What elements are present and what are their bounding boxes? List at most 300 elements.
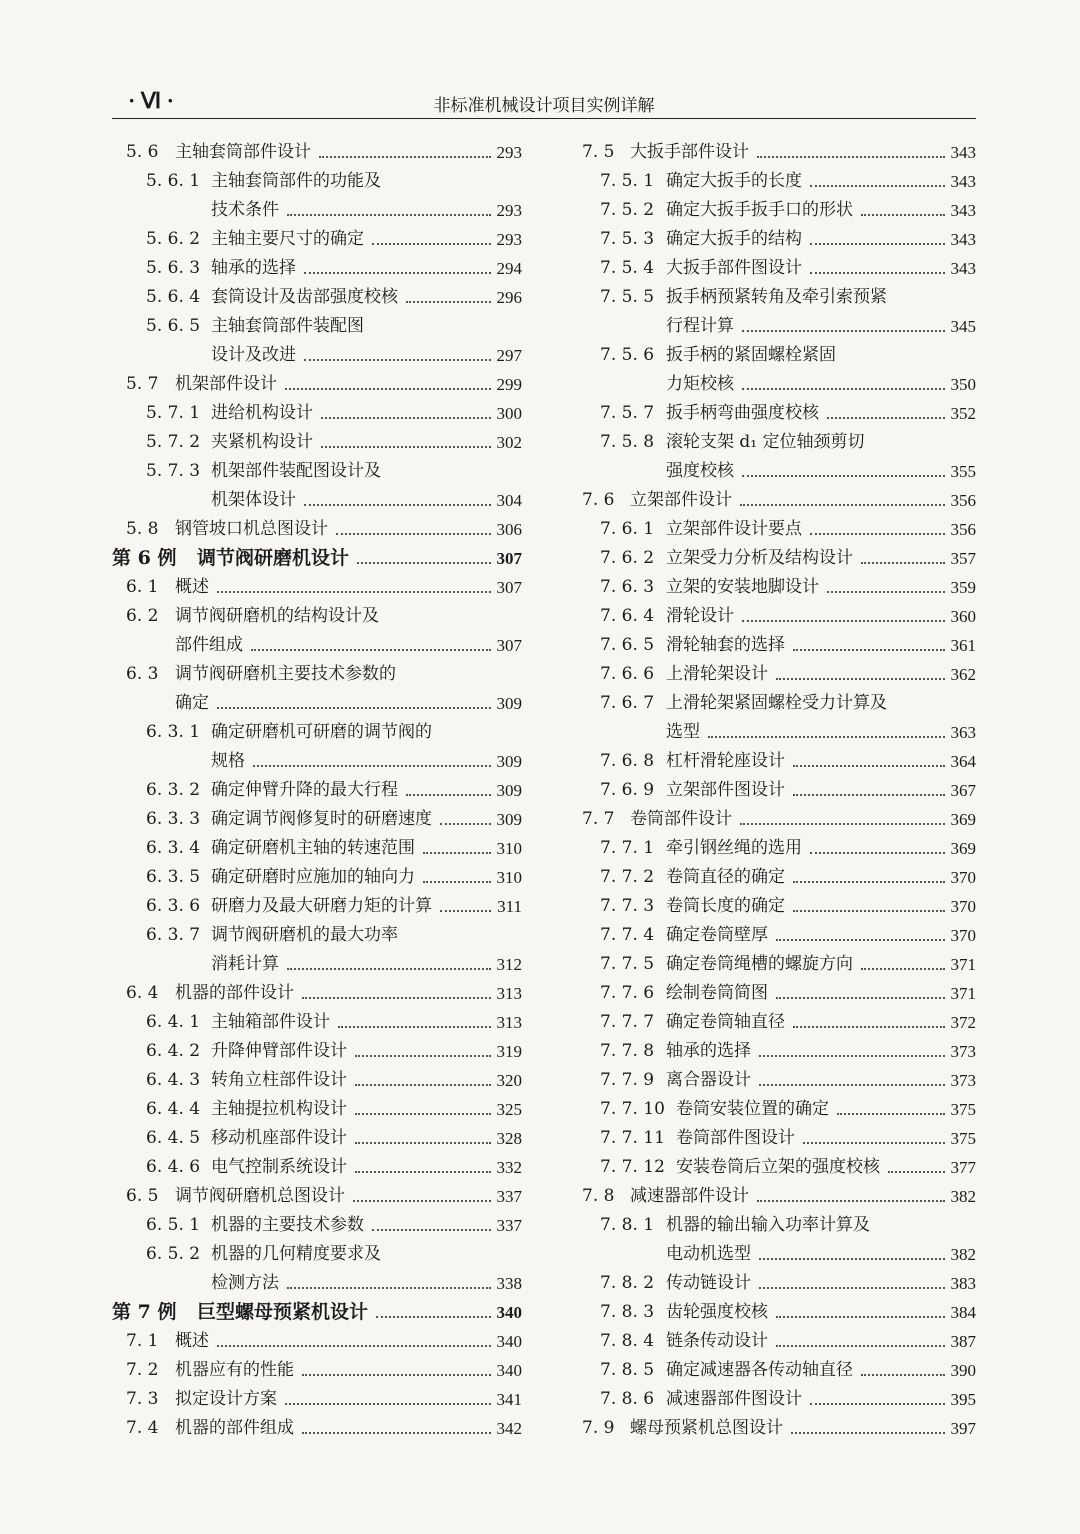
toc-entry [112, 950, 522, 979]
leader-dots [440, 892, 491, 912]
toc-page-number: 294 [496, 259, 522, 278]
toc-entry [580, 979, 976, 1008]
toc-entry-title: 确定大扳手的长度 [666, 171, 802, 191]
toc-entry-number: 7. 7. 2 [600, 867, 655, 887]
toc-entry [112, 1066, 522, 1095]
toc-page-number: 361 [950, 636, 976, 655]
leader-dots [861, 950, 945, 970]
toc-entry [580, 167, 976, 196]
toc-page-number: 373 [950, 1071, 976, 1090]
toc-entry [580, 1124, 976, 1153]
toc-entry-title: 牵引钢丝绳的选用 [666, 838, 802, 858]
toc-page-number: 340 [496, 1361, 522, 1380]
toc-entry-title: 检测方法 [211, 1273, 279, 1293]
toc-entry [112, 573, 522, 602]
toc-entry-number: 7. 9 [582, 1418, 615, 1438]
toc-entry [580, 805, 976, 834]
leader-dots [406, 776, 491, 796]
toc-entry-title: 机器应有的性能 [175, 1360, 294, 1380]
toc-entry-title: 传动链设计 [666, 1273, 751, 1293]
leader-dots [759, 1240, 945, 1260]
toc-page-number: 357 [950, 549, 976, 568]
toc-page-number: 356 [950, 491, 976, 510]
toc-entry-title: 确定卷筒壁厚 [666, 925, 768, 945]
toc-entry [112, 1356, 522, 1385]
toc-entry-title: 卷筒部件设计 [630, 809, 732, 829]
leader-dots [810, 1385, 945, 1405]
toc-entry [112, 863, 522, 892]
toc-entry [112, 428, 522, 457]
toc-entry-number: 7. 7 [582, 809, 615, 829]
leader-dots [304, 254, 491, 274]
toc-entry [580, 1095, 976, 1124]
leader-dots [355, 1124, 491, 1144]
toc-page-number: 382 [950, 1187, 976, 1206]
toc-entry-title: 套筒设计及齿部强度校核 [211, 287, 398, 307]
leader-dots [423, 834, 491, 854]
toc-entry-title: 滑轮轴套的选择 [666, 635, 785, 655]
toc-page-number: 343 [950, 259, 976, 278]
leader-dots [793, 1008, 945, 1028]
toc-entry-number: 5. 7. 3 [146, 461, 201, 481]
toc-entry-title: 调节阀研磨机主要技术参数的 [175, 664, 396, 684]
toc-entry-number: 5. 6 [126, 142, 159, 162]
toc-entry-title: 安装卷筒后立架的强度校核 [676, 1157, 880, 1177]
toc-page-number: 367 [950, 781, 976, 800]
toc-entry [580, 399, 976, 428]
toc-entry-title: 主轴套筒部件的功能及 [211, 171, 381, 191]
toc-entry-number: 7. 7. 12 [600, 1157, 665, 1177]
toc-page-number: 343 [950, 230, 976, 249]
leader-dots [217, 573, 491, 593]
toc-entry [580, 1211, 976, 1240]
toc-entry-title: 滚轮支架 d₁ 定位轴颈剪切 [666, 432, 865, 452]
toc-chapter-entry [112, 1298, 522, 1327]
leader-dots [355, 1095, 491, 1115]
toc-entry-number: 第 6 例 [112, 547, 177, 569]
toc-entry-title: 轴承的选择 [666, 1041, 751, 1061]
toc-page-number: 383 [950, 1274, 976, 1293]
leader-dots [285, 370, 491, 390]
toc-entry-number: 7. 7. 10 [600, 1099, 665, 1119]
toc-entry-number: 7. 7. 3 [600, 896, 655, 916]
toc-entry-title: 确定减速器各传动轴直径 [666, 1360, 853, 1380]
leader-dots [810, 834, 945, 854]
toc-entry-title: 确定研磨机主轴的转速范围 [211, 838, 415, 858]
leader-dots [776, 979, 945, 999]
toc-entry-title: 绘制卷筒简图 [666, 983, 768, 1003]
toc-entry-number: 7. 6. 2 [600, 548, 655, 568]
toc-entry-number: 7. 4 [126, 1418, 159, 1438]
leader-dots [776, 660, 945, 680]
toc-page-number: 373 [950, 1042, 976, 1061]
toc-entry-title: 链条传动设计 [666, 1331, 768, 1351]
toc-entry-number: 6. 4. 3 [146, 1070, 201, 1090]
leader-dots [287, 196, 491, 216]
toc-entry [112, 312, 522, 341]
toc-entry [580, 689, 976, 718]
toc-page-number: 356 [950, 520, 976, 539]
toc-page-number: 338 [496, 1274, 522, 1293]
toc-page-number: 309 [496, 810, 522, 829]
leader-dots [285, 1385, 491, 1405]
leader-dots [304, 486, 491, 506]
leader-dots [708, 718, 945, 738]
toc-entry-title: 机架体设计 [211, 490, 296, 510]
toc-entry [112, 776, 522, 805]
page-number: · Ⅵ · [128, 88, 174, 113]
leader-dots [253, 747, 491, 767]
toc-page-number: 307 [496, 636, 522, 655]
toc-entry-number: 6. 4. 4 [146, 1099, 201, 1119]
toc-entry [580, 1269, 976, 1298]
leader-dots [776, 1298, 945, 1318]
leader-dots [423, 863, 491, 883]
toc-entry-title: 立架的安装地脚设计 [666, 577, 819, 597]
leader-dots [376, 1298, 490, 1318]
toc-entry-title: 调节阀研磨机的最大功率 [211, 925, 398, 945]
toc-entry-number: 5. 6. 5 [146, 316, 201, 336]
toc-page-number: 343 [950, 143, 976, 162]
toc-entry-number: 7. 5. 3 [600, 229, 655, 249]
toc-entry-title: 机架部件设计 [175, 374, 277, 394]
toc-entry [112, 1327, 522, 1356]
toc-entry-number: 7. 6. 7 [600, 693, 655, 713]
toc-entry [580, 660, 976, 689]
toc-page-number: 352 [950, 404, 976, 423]
toc-entry [112, 399, 522, 428]
toc-entry-title: 进给机构设计 [211, 403, 313, 423]
toc-entry-number: 7. 5. 1 [600, 171, 655, 191]
toc-entry-title: 升降伸臂部件设计 [211, 1041, 347, 1061]
toc-page-number: 343 [950, 201, 976, 220]
toc-page-number: 302 [496, 433, 522, 452]
toc-entry [112, 602, 522, 631]
toc-page-number: 310 [496, 839, 522, 858]
toc-page-number: 309 [496, 752, 522, 771]
toc-entry-number: 7. 7. 8 [600, 1041, 655, 1061]
leader-dots [302, 1356, 491, 1376]
toc-entry [580, 776, 976, 805]
toc-entry-number: 7. 8. 6 [600, 1389, 655, 1409]
toc-entry [112, 138, 522, 167]
toc-page-number: 387 [950, 1332, 976, 1351]
toc-page-number: 313 [496, 1013, 522, 1032]
leader-dots [251, 631, 491, 651]
toc-entry-number: 6. 2 [126, 606, 159, 626]
toc-entry [580, 921, 976, 950]
toc-chapter-entry [112, 544, 522, 573]
toc-entry [112, 167, 522, 196]
toc-page-number: 307 [496, 549, 522, 568]
toc-page-number: 370 [950, 926, 976, 945]
toc-entry [112, 486, 522, 515]
toc-entry-title: 电动机选型 [666, 1244, 751, 1264]
toc-page-number: 382 [950, 1245, 976, 1264]
toc-entry-title: 卷筒安装位置的确定 [676, 1099, 829, 1119]
toc-page-number: 377 [950, 1158, 976, 1177]
toc-entry [112, 1124, 522, 1153]
toc-entry [112, 1153, 522, 1182]
toc-page-number: 360 [950, 607, 976, 626]
leader-dots [406, 283, 491, 303]
toc-entry-title: 强度校核 [666, 461, 734, 481]
toc-entry-title: 机架部件装配图设计及 [211, 461, 381, 481]
toc-entry-title: 确定卷筒绳槽的螺旋方向 [666, 954, 853, 974]
leader-dots [217, 689, 491, 709]
leader-dots [759, 1037, 945, 1057]
toc-entry-title: 离合器设计 [666, 1070, 751, 1090]
toc-entry-title: 主轴主要尺寸的确定 [211, 229, 364, 249]
toc-page-number: 362 [950, 665, 976, 684]
toc-page-number: 337 [496, 1187, 522, 1206]
leader-dots [287, 950, 491, 970]
toc-entry-title: 夹紧机构设计 [211, 432, 313, 452]
toc-entry-number: 7. 5. 4 [600, 258, 655, 278]
leader-dots [861, 544, 945, 564]
leader-dots [742, 312, 945, 332]
book-title: 非标准机械设计项目实例详解 [433, 96, 655, 116]
toc-entry-title: 立架部件图设计 [666, 780, 785, 800]
toc-entry-number: 6. 5. 2 [146, 1244, 201, 1264]
leader-dots [336, 515, 491, 535]
leader-dots [355, 1037, 491, 1057]
toc-entry-title: 移动机座部件设计 [211, 1128, 347, 1148]
toc-page-number: 309 [496, 694, 522, 713]
toc-page-number: 320 [496, 1071, 522, 1090]
toc-entry-number: 5. 7 [126, 374, 159, 394]
toc-page-number: 296 [496, 288, 522, 307]
toc-page-number: 364 [950, 752, 976, 771]
leader-dots [355, 1066, 491, 1086]
leader-dots [861, 1356, 945, 1376]
toc-entry-number: 7. 5 [582, 142, 615, 162]
toc-left-column [112, 138, 522, 1443]
toc-entry-title: 齿轮强度校核 [666, 1302, 768, 1322]
toc-page-number: 343 [950, 172, 976, 191]
leader-dots [810, 254, 945, 274]
toc-entry-title: 螺母预紧机总图设计 [630, 1418, 783, 1438]
toc-page-number: 293 [496, 201, 522, 220]
toc-entry-title: 机器的部件组成 [175, 1418, 294, 1438]
toc-page-number: 397 [950, 1419, 976, 1438]
toc-entry-title: 电气控制系统设计 [211, 1157, 347, 1177]
toc-page-number: 313 [496, 984, 522, 1003]
leader-dots [793, 631, 945, 651]
leader-dots [793, 892, 945, 912]
toc-entry-title: 机器的主要技术参数 [211, 1215, 364, 1235]
toc-page-number: 312 [496, 955, 522, 974]
leader-dots [302, 979, 491, 999]
toc-entry-title: 立架部件设计 [630, 490, 732, 510]
toc-entry-title: 确定 [175, 693, 209, 713]
toc-entry-title: 巨型螺母预紧机设计 [197, 1301, 369, 1323]
toc-entry [112, 1385, 522, 1414]
leader-dots [319, 138, 491, 158]
toc-page-number: 309 [496, 781, 522, 800]
toc-entry [112, 457, 522, 486]
toc-entry [112, 631, 522, 660]
toc-page-number: 372 [950, 1013, 976, 1032]
toc-page-number: 369 [950, 810, 976, 829]
toc-entry [580, 631, 976, 660]
toc-entry-title: 扳手柄弯曲强度校核 [666, 403, 819, 423]
toc-entry [580, 747, 976, 776]
toc-entry-title: 立架部件设计要点 [666, 519, 802, 539]
toc-entry [580, 196, 976, 225]
toc-entry [112, 1182, 522, 1211]
leader-dots [302, 1414, 491, 1434]
toc-entry-title: 调节阀研磨机总图设计 [175, 1186, 345, 1206]
leader-dots [740, 486, 945, 506]
toc-entry [580, 863, 976, 892]
toc-page-number: 384 [950, 1303, 976, 1322]
toc-entry [580, 428, 976, 457]
toc-entry-number: 7. 8 [582, 1186, 615, 1206]
toc-entry [580, 515, 976, 544]
toc-entry [112, 979, 522, 1008]
toc-entry [112, 892, 522, 921]
toc-entry-number: 6. 5 [126, 1186, 159, 1206]
toc-entry [112, 370, 522, 399]
toc-entry [112, 689, 522, 718]
toc-page-number: 299 [496, 375, 522, 394]
toc-entry-number: 7. 8. 1 [600, 1215, 655, 1235]
toc-page-number: 306 [496, 520, 522, 539]
toc-entry-title: 主轴提拉机构设计 [211, 1099, 347, 1119]
toc-entry-number: 7. 7. 11 [600, 1128, 665, 1148]
toc-entry-title: 减速器部件设计 [630, 1186, 749, 1206]
toc-entry [112, 718, 522, 747]
toc-page-number: 293 [496, 143, 522, 162]
toc-entry-number: 7. 7. 5 [600, 954, 655, 974]
toc-entry [112, 1414, 522, 1443]
toc-entry-title: 概述 [175, 577, 209, 597]
leader-dots [757, 138, 945, 158]
toc-entry-number: 7. 3 [126, 1389, 159, 1409]
toc-entry [112, 834, 522, 863]
toc-entry-title: 设计及改进 [211, 345, 296, 365]
toc-entry-number: 5. 6. 4 [146, 287, 201, 307]
toc-entry-number: 6. 3. 4 [146, 838, 201, 858]
toc-page-number: 328 [496, 1129, 522, 1148]
toc-entry-title: 轴承的选择 [211, 258, 296, 278]
toc-entry-number: 7. 8. 4 [600, 1331, 655, 1351]
toc-page-number: 345 [950, 317, 976, 336]
toc-entry-number: 7. 6. 1 [600, 519, 655, 539]
toc-entry-title: 确定卷筒轴直径 [666, 1012, 785, 1032]
toc-entry-number: 7. 8. 5 [600, 1360, 655, 1380]
toc-page-number: 311 [497, 897, 522, 916]
toc-entry [580, 602, 976, 631]
toc-page-number: 375 [950, 1129, 976, 1148]
toc-entry-title: 概述 [175, 1331, 209, 1351]
toc-entry-title: 大扳手部件设计 [630, 142, 749, 162]
leader-dots [357, 544, 490, 564]
toc-entry [112, 1095, 522, 1124]
toc-entry [112, 1037, 522, 1066]
toc-entry-number: 7. 5. 6 [600, 345, 655, 365]
leader-dots [810, 167, 945, 187]
toc-page-number: 342 [496, 1419, 522, 1438]
toc-entry [580, 138, 976, 167]
toc-page-number: 310 [496, 868, 522, 887]
toc-entry-number: 7. 5. 2 [600, 200, 655, 220]
page-header [112, 82, 976, 119]
toc-entry-number: 6. 4. 1 [146, 1012, 201, 1032]
toc-page-number: 355 [950, 462, 976, 481]
toc-entry [112, 747, 522, 776]
toc-entry-number: 7. 7. 1 [600, 838, 655, 858]
toc-page-number: 370 [950, 897, 976, 916]
toc-entry-title: 杠杆滑轮座设计 [666, 751, 785, 771]
toc-entry-number: 7. 8. 3 [600, 1302, 655, 1322]
toc-entry [580, 1037, 976, 1066]
toc-page-number: 370 [950, 868, 976, 887]
toc-entry-title: 卷筒长度的确定 [666, 896, 785, 916]
toc-entry [580, 254, 976, 283]
toc-entry-title: 大扳手部件图设计 [666, 258, 802, 278]
toc-entry-number: 7. 5. 8 [600, 432, 655, 452]
toc-page-number: 300 [496, 404, 522, 423]
leader-dots [793, 747, 945, 767]
toc-entry [112, 283, 522, 312]
toc-entry [580, 1356, 976, 1385]
toc-entry-number: 5. 8 [126, 519, 159, 539]
toc-entry-number: 7. 7. 6 [600, 983, 655, 1003]
toc-page-number: 325 [496, 1100, 522, 1119]
leader-dots [338, 1008, 491, 1028]
leader-dots [372, 225, 491, 245]
toc-entry [112, 921, 522, 950]
toc-entry [580, 1153, 976, 1182]
toc-entry [112, 1008, 522, 1037]
toc-entry-title: 减速器部件图设计 [666, 1389, 802, 1409]
toc-entry-title: 规格 [211, 751, 245, 771]
toc-entry-number: 6. 3. 1 [146, 722, 201, 742]
toc-page-number: 304 [496, 491, 522, 510]
leader-dots [742, 457, 945, 477]
toc-page-number: 319 [496, 1042, 522, 1061]
toc-entry-title: 主轴套筒部件装配图 [211, 316, 364, 336]
toc-page-number: 363 [950, 723, 976, 742]
leader-dots [742, 370, 945, 390]
toc-page-number: 337 [496, 1216, 522, 1235]
toc-entry [580, 486, 976, 515]
toc-entry-number: 5. 7. 2 [146, 432, 201, 452]
leader-dots [791, 1414, 945, 1434]
toc-entry [112, 1240, 522, 1269]
toc-entry-title: 调节阀研磨机设计 [197, 547, 350, 569]
toc-entry [580, 544, 976, 573]
toc-entry-title: 技术条件 [211, 200, 279, 220]
toc-page-number: 307 [496, 578, 522, 597]
leader-dots [321, 428, 491, 448]
toc-entry [580, 1182, 976, 1211]
toc-entry-number: 6. 4. 6 [146, 1157, 201, 1177]
toc-page-number: 340 [496, 1332, 522, 1351]
toc-entry-title: 确定调节阀修复时的研磨速度 [211, 809, 432, 829]
leader-dots [355, 1153, 491, 1173]
toc-entry-title: 扳手柄的紧固螺栓紧固 [666, 345, 836, 365]
leader-dots [759, 1066, 945, 1086]
toc-entry [580, 573, 976, 602]
toc-page-number: 293 [496, 230, 522, 249]
toc-entry-number: 7. 2 [126, 1360, 159, 1380]
toc-page-number: 369 [950, 839, 976, 858]
toc-entry [580, 1414, 976, 1443]
leader-dots [757, 1182, 945, 1202]
